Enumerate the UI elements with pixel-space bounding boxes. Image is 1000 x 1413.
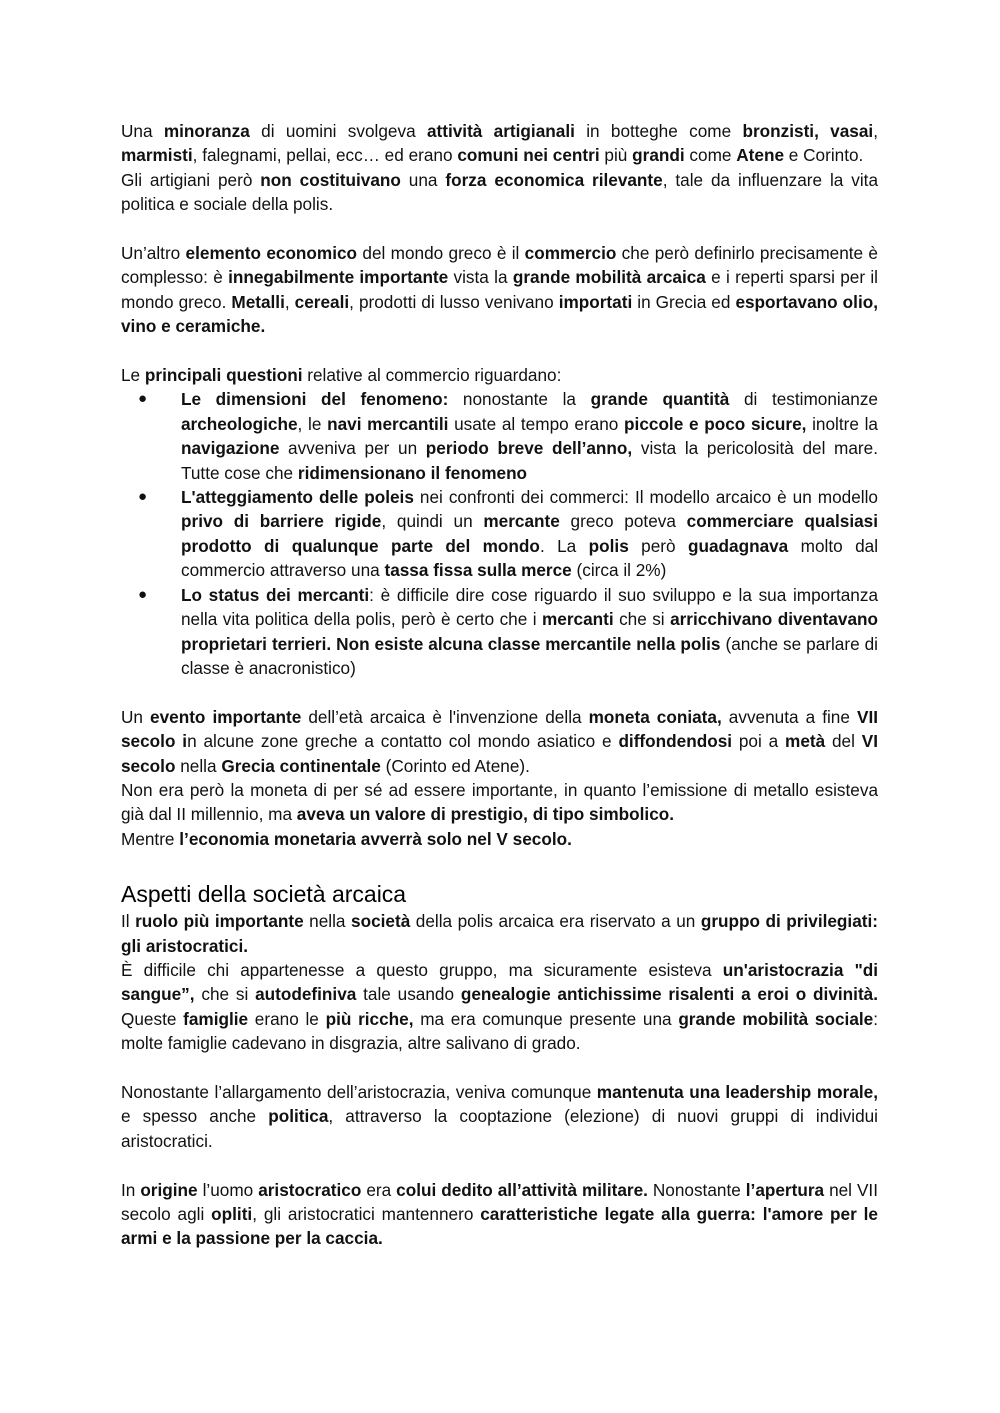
paragraph-coinage: Un evento importante dell’età arcaica è l'invenzione della moneta coniata, avvenuta a fine VII secolo in alcune zone greche a contatto col mondo asiatico e diffondendosi poi a metà del VI secolo nella Grecia continentale (Corinto ed Atene). bbox=[121, 706, 878, 776]
paragraph-military-origin: In origine l’uomo aristocratico era colui dedito all’attività militare. Nonostante l’apertura nel VII secolo agli opliti, gli aristocratici mantennero caratteristiche legate alla guerra: l'amore per le armi e la passione per la caccia. bbox=[121, 1179, 878, 1249]
list-item-text: Le dimensioni del fenomeno: nonostante la grande quantità di testimonianze archeologiche, le navi mercantili usate al tempo erano piccole e poco sicure, inoltre la navigazione avveniva per un periodo breve dell’anno, vista la pericolosità del mare. Tutte cose che ridimensionano il fenomeno bbox=[181, 389, 878, 483]
paragraph-blood-aristocracy: È difficile chi appartenesse a questo gruppo, ma sicuramente esisteva un'aristocrazia "di sangue”, che si autodefiniva tale usando genealogie antichissime risalenti a eroi o divinità. Queste famiglie erano le più ricche, ma era comunque presente una grande mobilità sociale: molte famiglie cadevano in disgrazia, altre salivano di grado. bbox=[121, 959, 878, 1054]
paragraph-questions-intro: Le principali questioni relative al commercio riguardano: bbox=[121, 365, 562, 386]
paragraph-leadership: Nonostante l’allargamento dell’aristocrazia, veniva comunque mantenuta una leadership morale, e spesso anche politica, attraverso la cooptazione (elezione) di nuovi gruppi di individui aristocratici. bbox=[121, 1081, 878, 1151]
section-heading: Aspetti della società arcaica bbox=[121, 881, 407, 908]
bullet-icon: ● bbox=[138, 585, 148, 603]
paragraph-artisans: Una minoranza di uomini svolgeva attività artigianali in botteghe come bronzisti, vasai, marmisti, falegnami, pellai, ecc… ed erano comuni nei centri più grandi come Atene e Corinto. bbox=[121, 121, 878, 166]
paragraph-monetary-economy: Mentre l’economia monetaria avverrà solo nel V secolo. bbox=[121, 828, 572, 849]
questions-list bbox=[121, 387, 878, 680]
bullet-icon: ● bbox=[138, 488, 148, 506]
bullet-icon: ● bbox=[138, 390, 148, 408]
paragraph-artisans-influence: Gli artigiani però non costituivano una forza economica rilevante, tale da influenzare la vita politica e sociale della polis. bbox=[121, 169, 879, 215]
list-item bbox=[121, 387, 878, 485]
paragraph-commerce: Un’altro elemento economico del mondo greco è il commercio che però definirlo precisamente è complesso: è innegabilmente importante vista la grande mobilità arcaica e i reperti sparsi per il mondo greco. Metalli, cereali, prodotti di lusso venivano importati in Grecia ed esportavano olio, vino e ceramiche. bbox=[121, 243, 879, 337]
paragraph-aristocrats: Il ruolo più importante nella società della polis arcaica era riservato a un gruppo di privilegiati: gli aristocratici. bbox=[121, 911, 878, 956]
list-item-text: Lo status dei mercanti: è difficile dire cose riguardo il suo sviluppo e la sua importanza nella vita politica della polis, però è certo che i mercanti che si arricchivano diventavano proprietari terrieri. Non esiste alcuna classe mercantile nella polis (anche se parlare di classe è anacronistico) bbox=[181, 584, 879, 678]
list-item bbox=[121, 583, 878, 681]
paragraph-coin-prestige: Non era però la moneta di per sé ad essere importante, in quanto l’emissione di metallo esisteva già dal II millennio, ma aveva un valore di prestigio, di tipo simbolico. bbox=[121, 779, 878, 825]
document-page bbox=[121, 119, 878, 1251]
list-item bbox=[121, 485, 878, 583]
list-item-text: L'atteggiamento delle poleis nei confronti dei commerci: Il modello arcaico è un modello privo di barriere rigide, quindi un mercante greco poteva commerciare qualsiasi prodotto di qualunque parte del mondo. La polis però guadagnava molto dal commercio attraverso una tassa fissa sulla merce (circa il 2%) bbox=[181, 487, 879, 581]
